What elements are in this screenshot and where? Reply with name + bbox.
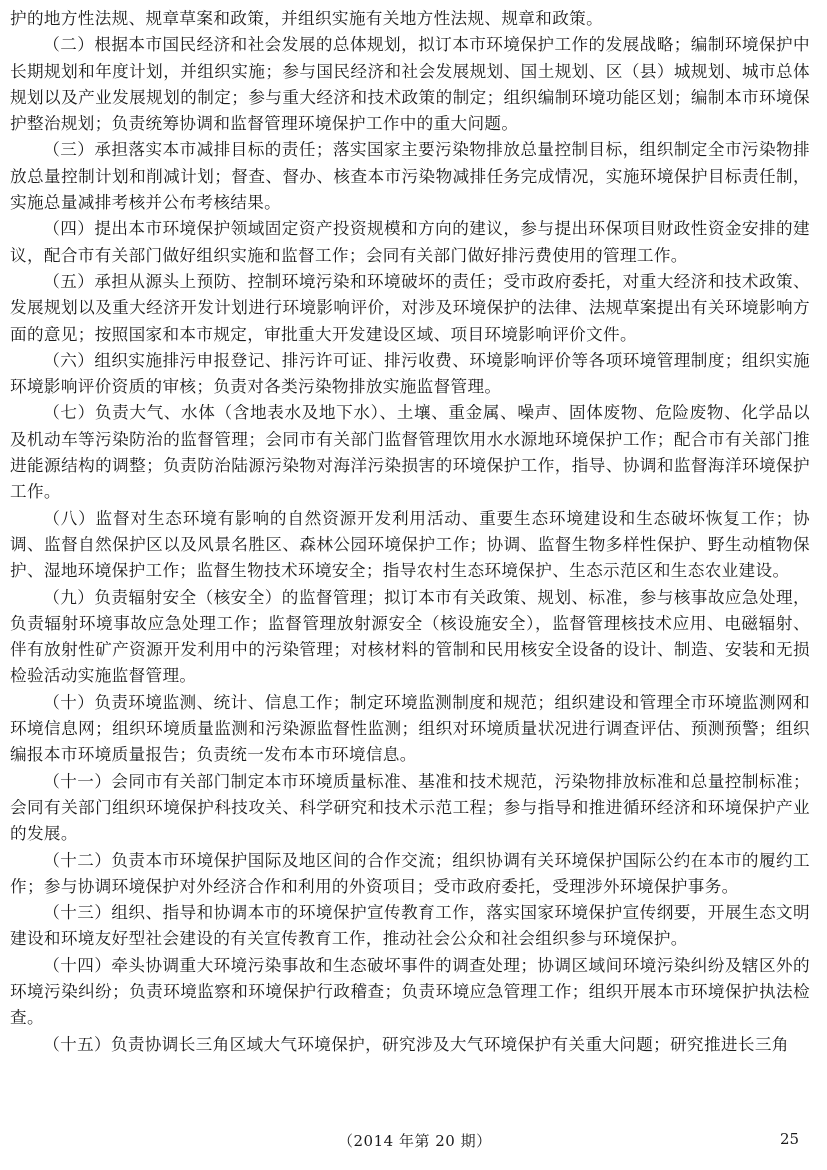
paragraph-item-13: （十三）组织、指导和协调本市的环境保护宣传教育工作，落实国家环境保护宣传纲要，开展生态文明建设和环境友好型社会建设的有关宣传教育工作，推动社会公众和社会组织参与环境保护。 [10, 903, 810, 949]
paragraph-item-14: （十四）牵头协调重大环境污染事故和生态破坏事件的调查处理；协调区域间环境污染纠纷及辖区外的环境污染纠纷；负责环境监察和环境保护行政稽查；负责环境应急管理工作；组织开展本市环境保护执法检查。 [10, 955, 810, 1028]
paragraph-item-2: （二）根据本市国民经济和社会发展的总体规划，拟订本市环境保护工作的发展战略；编制环境保护中长期规划和年度计划，并组织实施；参与国民经济和社会发展规划、国土规划、区（县）城规划、城市总体规划以及产业发展规划的制定；参与重大经济和技术政策的制定；组织编制环境功能区划；编制本市环境保护整治规划；负责统筹协调和监督管理环境保护工作中的重大问题。 [10, 35, 810, 134]
paragraph-item-9: （九）负责辐射安全（核安全）的监督管理；拟订本市有关政策、规划、标准，参与核事故应急处理，负责辐射环境事故应急处理工作；监督管理放射源安全（核设施安全），监督管理核技术应用、电磁辐射、伴有放射性矿产资源开发利用中的污染管理；对核材料的管制和民用核安全设备的设计、制造、安装和无损检验活动实施监督管理。 [10, 587, 810, 686]
paragraph-item-12: （十二）负责本市环境保护国际及地区间的合作交流；组织协调有关环境保护国际公约在本市的履约工作；参与协调环境保护对外经济合作和利用的外资项目；受市政府委托，受理涉外环境保护事务。 [10, 850, 810, 896]
page-number: 25 [780, 1130, 800, 1148]
paragraph-item-5: （五）承担从源头上预防、控制环境污染和环境破坏的责任；受市政府委托，对重大经济和技术政策、发展规划以及重大经济开发计划进行环境影响评价，对涉及环境保护的法律、法规草案提出有关环境影响方面的意见；按照国家和本市规定，审批重大开发建设区域、项目环境影响评价文件。 [10, 271, 810, 344]
page-footer [0, 1128, 827, 1158]
paragraph-continued: 护的地方性法规、规章草案和政策，并组织实施有关地方性法规、规章和政策。 [10, 9, 604, 28]
paragraph-item-7: （七）负责大气、水体（含地表水及地下水）、土壤、重金属、噪声、固体废物、危险废物、化学品以及机动车等污染防治的监督管理；会同市有关部门监督管理饮用水水源地环境保护工作；配合市有关部门推进能源结构的调整；负责防治陆源污染物对海洋污染损害的环境保护工作，指导、协调和监督海洋环境保护工作。 [10, 403, 810, 502]
document-body [10, 6, 810, 1058]
paragraph-item-3: （三）承担落实本市减排目标的责任；落实国家主要污染物排放总量控制目标，组织制定全市污染物排放总量控制计划和削减计划；督查、督办、核查本市污染物减排任务完成情况，实施环境保护目标责任制，实施总量减排考核并公布考核结果。 [10, 140, 810, 213]
issue-label: （2014 年第 20 期） [338, 1132, 492, 1150]
paragraph-item-6: （六）组织实施排污申报登记、排污许可证、排污收费、环境影响评价等各项环境管理制度；组织实施环境影响评价资质的审核；负责对各类污染物排放实施监督管理。 [10, 350, 810, 397]
paragraph-item-8: （八）监督对生态环境有影响的自然资源开发利用活动、重要生态环境建设和生态破坏恢复工作；协调、监督自然保护区以及风景名胜区、森林公园环境保护工作；协调、监督生物多样性保护、野生动植物保护、湿地环境保护工作；监督生物技术环境安全；指导农村生态环境保护、生态示范区和生态农业建设。 [10, 508, 810, 581]
paragraph-item-4: （四）提出本市环境保护领域固定资产投资规模和方向的建议，参与提出环保项目财政性资金安排的建议，配合市有关部门做好组织实施和监督工作；会同有关部门做好排污费使用的管理工作。 [10, 219, 810, 265]
paragraph-item-11: （十一）会同市有关部门制定本市环境质量标准、基准和技术规范，污染物排放标准和总量控制标准；会同有关部门组织环境保护科技攻关、科学研究和技术示范工程；参与指导和推进循环经济和环境保护产业的发展。 [10, 771, 810, 844]
paragraph-item-10: （十）负责环境监测、统计、信息工作；制定环境监测制度和规范；组织建设和管理全市环境监测网和环境信息网；组织环境质量监测和污染源监督性监测；组织对环境质量状况进行调查评估、预测预警；组织编报本市环境质量报告；负责统一发布本市环境信息。 [10, 692, 810, 765]
paragraph-item-15: （十五）负责协调长三角区域大气环境保护，研究涉及大气环境保护有关重大问题；研究推进长三角 [43, 1034, 789, 1054]
